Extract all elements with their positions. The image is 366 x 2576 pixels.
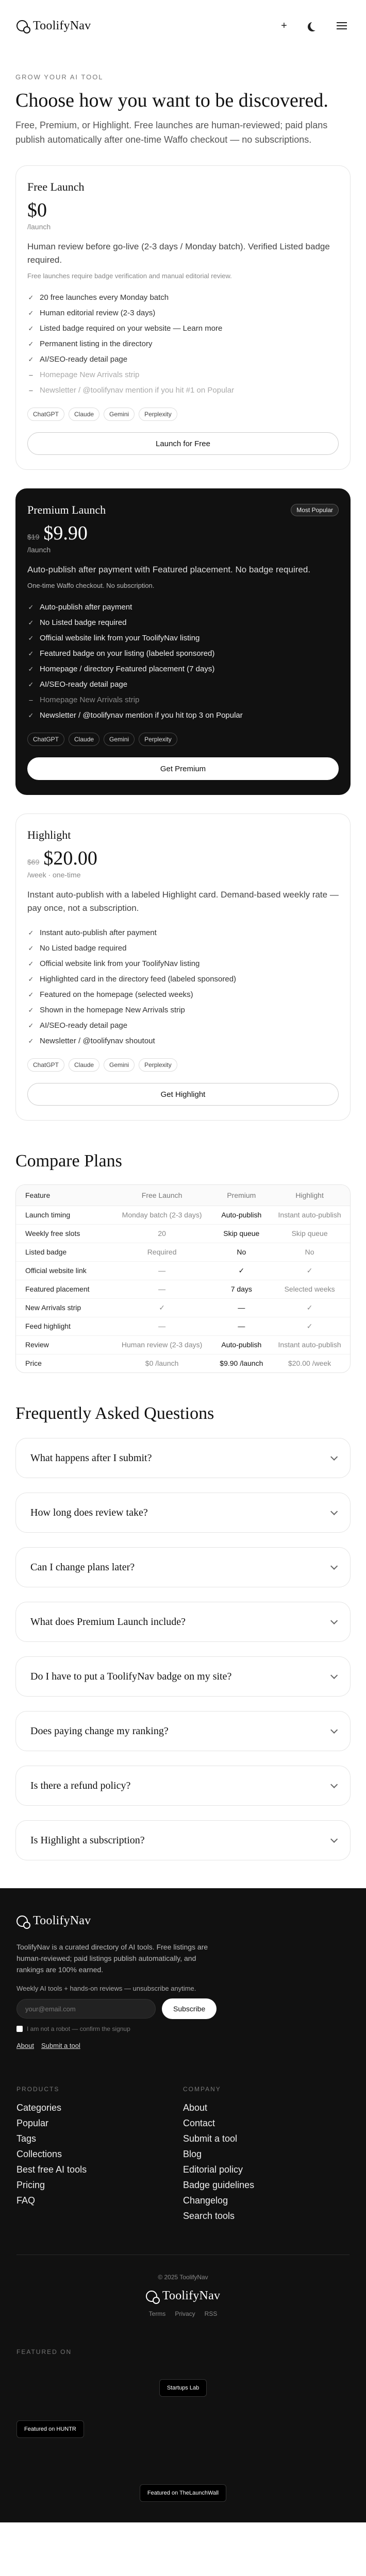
table-cell: Auto-publish: [213, 1206, 269, 1224]
faq-item[interactable]: [15, 1766, 351, 1806]
chevron-down-icon: [330, 1836, 338, 1843]
plan-feature: ✓ Shown in the homepage New Arrivals strip: [27, 1003, 339, 1018]
table-cell: 20: [110, 1224, 214, 1243]
chevron-down-icon: [330, 1508, 338, 1515]
plan-feature: ✓ Official website link from your ToolifyNav listing: [27, 631, 339, 646]
launch-free-button[interactable]: Launch for Free: [27, 432, 339, 455]
ai-chip-row: [27, 408, 339, 421]
footer-link[interactable]: Contact: [183, 2118, 215, 2128]
ai-chip: Perplexity: [139, 408, 177, 421]
plan-feature: ✓ Homepage / directory Featured placement (7 days): [27, 662, 339, 677]
plan-name: Premium Launch: [27, 503, 106, 516]
ai-chip: ChatGPT: [27, 408, 64, 421]
table-cell: —: [213, 1317, 269, 1335]
footer-link[interactable]: Changelog: [183, 2195, 228, 2206]
table-row: [16, 1298, 350, 1317]
plan-feature-excluded: – Homepage New Arrivals strip: [27, 692, 339, 708]
check-icon: ✓: [28, 309, 34, 317]
compare-title: Compare Plans: [15, 1151, 122, 1171]
plan-feature-excluded: – Newsletter / @toolifynav mention if you hit #1 on Popular: [27, 383, 339, 398]
table-row: [16, 1280, 350, 1298]
table-cell: Instant auto-publish: [269, 1335, 350, 1354]
featured-badge[interactable]: Featured on HUNTR: [16, 2420, 84, 2438]
theme-toggle-button[interactable]: [305, 18, 321, 33]
plan-card-free: [15, 165, 351, 470]
ai-chip-row: [27, 1058, 339, 1072]
table-cell: 7 days: [213, 1280, 269, 1298]
check-icon: ✓: [28, 1022, 34, 1029]
column-header: Feature: [16, 1185, 110, 1206]
ai-chip: Gemini: [104, 733, 135, 746]
table-row: [16, 1243, 350, 1261]
footer-columns: [16, 2086, 350, 2224]
featured-badge[interactable]: Featured on TheLaunchWall: [140, 2484, 226, 2502]
faq-item[interactable]: [15, 1656, 351, 1697]
brand-logo-icon: [16, 1916, 28, 1927]
footer-column-title: PRODUCTS: [16, 2086, 60, 2093]
plan-price: $0: [27, 199, 47, 221]
table-cell: $20.00 /week: [288, 1359, 331, 1368]
check-icon: ✓: [28, 711, 34, 719]
dash-icon: –: [29, 371, 33, 379]
table-cell: —: [110, 1280, 214, 1298]
footer-link-submit[interactable]: Submit a tool: [41, 2042, 80, 2049]
check-icon: ✓: [28, 294, 34, 301]
moon-icon: [310, 21, 320, 30]
footer-brand[interactable]: [16, 1914, 350, 1928]
check-icon: ✓: [28, 991, 34, 998]
table-cell: ✓: [269, 1261, 350, 1280]
plan-feature: ✓ Auto-publish after payment: [27, 600, 339, 615]
check-icon: ✓: [28, 975, 34, 983]
table-cell: —: [213, 1298, 269, 1317]
faq-item[interactable]: [15, 1547, 351, 1587]
faq-question: How long does review take?: [30, 1506, 148, 1518]
footer-about: ToolifyNav is a curated directory of AI tools. Free listings are human-reviewed; paid listings publish automatically, and rankings are 100% earned.: [16, 1943, 208, 1974]
plan-feature: ✓ AI/SEO-ready detail page: [27, 352, 339, 367]
plan-price: $9.90: [43, 522, 88, 544]
brand-name: ToolifyNav: [33, 1914, 91, 1927]
chevron-down-icon: [330, 1617, 338, 1624]
plan-description: Auto-publish after payment with Featured placement. No badge required.: [27, 565, 311, 574]
table-cell: Feed highlight: [16, 1317, 110, 1335]
table-cell: Official website link: [16, 1261, 110, 1280]
footer-brand-center[interactable]: [16, 2289, 350, 2303]
check-icon: ✓: [28, 1006, 34, 1014]
table-cell: ✓: [213, 1261, 269, 1280]
plan-feature: ✓ Permanent listing in the directory: [27, 336, 339, 352]
faq-item[interactable]: [15, 1602, 351, 1642]
chevron-down-icon: [330, 1726, 338, 1734]
footer-quick-links: [16, 2042, 350, 2049]
plan-note: Free launches require badge verification and manual editorial review.: [27, 272, 232, 280]
plan-feature: ✓ Featured on the homepage (selected weeks): [27, 987, 339, 1003]
faq-item[interactable]: [15, 1493, 351, 1533]
plan-feature-list: [27, 600, 339, 723]
table-cell: Launch timing: [16, 1206, 110, 1224]
plan-feature: ✓ Official website link from your ToolifyNav listing: [27, 956, 339, 972]
copyright: © 2025 ToolifyNav: [158, 2274, 208, 2281]
ai-chip: Claude: [69, 1058, 99, 1072]
plan-card-highlight: [15, 814, 351, 1121]
table-cell: No: [213, 1243, 269, 1261]
ai-chip: Gemini: [104, 1058, 135, 1072]
plan-feature: ✓ AI/SEO-ready detail page: [27, 1018, 339, 1033]
plan-feature: ✓ Human editorial review (2-3 days): [27, 306, 339, 321]
compare-table: [15, 1184, 351, 1373]
top-header: [0, 0, 366, 52]
faq-question: Does paying change my ranking?: [30, 1725, 169, 1737]
table-cell: ✓: [110, 1298, 214, 1317]
header-actions: [276, 18, 350, 33]
plan-feature: ✓ Newsletter / @toolifynav mention if you hit top 3 on Popular: [27, 708, 339, 723]
check-icon: ✓: [28, 960, 34, 968]
hero-title: Choose how you want to be discovered.: [15, 90, 328, 111]
check-icon: ✓: [28, 634, 34, 642]
column-header: Free Launch: [110, 1185, 214, 1206]
check-icon: ✓: [28, 929, 34, 937]
consent-label: I am not a robot — confirm the signup: [27, 2025, 130, 2032]
table-cell: Instant auto-publish: [269, 1206, 350, 1224]
chevron-down-icon: [330, 1781, 338, 1788]
chevron-down-icon: [330, 1453, 338, 1461]
ai-chip: Gemini: [104, 408, 135, 421]
ai-chip: Perplexity: [139, 1058, 177, 1072]
footer-bottom: [16, 2274, 350, 2317]
brand-logo-icon: [16, 20, 28, 31]
brand-name: ToolifyNav: [33, 19, 91, 32]
plan-feature: ✓ AI/SEO-ready detail page: [27, 677, 339, 692]
chevron-down-icon: [330, 1672, 338, 1679]
faq-question: Is there a refund policy?: [30, 1780, 131, 1791]
plan-price-unit: /launch: [27, 223, 51, 231]
footer-link[interactable]: Categories: [16, 2103, 62, 2113]
plan-feature: ✓ Highlighted card in the directory feed (labeled sponsored): [27, 972, 339, 987]
footer-link[interactable]: Collections: [16, 2149, 62, 2159]
plan-feature-excluded: – Homepage New Arrivals strip: [27, 367, 339, 383]
table-cell: Listed badge: [16, 1243, 110, 1261]
plan-name: Highlight: [27, 828, 71, 841]
table-cell: $9.90 /launch: [220, 1359, 263, 1368]
footer-link-about[interactable]: About: [16, 2042, 34, 2049]
check-icon: ✓: [28, 340, 34, 348]
featured-badge[interactable]: Startups Lab: [159, 2379, 207, 2397]
table-cell: Monday batch (2-3 days): [110, 1206, 214, 1224]
footer-link[interactable]: Editorial policy: [183, 2164, 243, 2175]
faq-question: What does Premium Launch include?: [30, 1616, 186, 1628]
footer-link[interactable]: Submit a tool: [183, 2133, 238, 2144]
table-cell: Review: [16, 1335, 110, 1354]
footer-link[interactable]: Pricing: [16, 2180, 45, 2190]
brand-name: ToolifyNav: [162, 2289, 221, 2302]
table-cell: ✓: [269, 1317, 350, 1335]
plan-feature: ✓ Featured badge on your listing (labeled sponsored): [27, 646, 339, 662]
plan-old-price: $69: [27, 858, 40, 866]
footer-link[interactable]: Best free AI tools: [16, 2164, 87, 2175]
table-cell: New Arrivals strip: [16, 1298, 110, 1317]
footer-link[interactable]: FAQ: [16, 2195, 36, 2206]
table-cell: Price: [25, 1359, 42, 1368]
check-icon: ✓: [28, 1037, 34, 1045]
table-cell: Required: [110, 1243, 214, 1261]
footer-company-column: [183, 2086, 350, 2224]
add-icon[interactable]: +: [281, 20, 287, 31]
check-icon: ✓: [28, 681, 34, 688]
featured-on-title: FEATURED ON: [16, 2348, 72, 2355]
ai-chip-row: [27, 733, 339, 746]
table-cell: No: [269, 1243, 350, 1261]
plan-feature: ✓ Listed badge required on your website — Learn more: [27, 321, 339, 336]
column-header: Highlight: [269, 1185, 350, 1206]
chevron-down-icon: [330, 1563, 338, 1570]
footer-products-column: [16, 2086, 183, 2224]
rss-link[interactable]: RSS: [204, 2310, 218, 2317]
site-footer: [0, 1888, 366, 2522]
faq-question: Do I have to put a ToolifyNav badge on my site?: [30, 1670, 232, 1682]
table-cell: $0 /launch: [145, 1359, 179, 1368]
menu-icon: [337, 22, 347, 29]
footer-link[interactable]: Badge guidelines: [183, 2180, 255, 2190]
dash-icon: –: [29, 696, 33, 704]
plan-card-premium: [15, 488, 351, 795]
get-premium-button[interactable]: Get Premium: [27, 757, 339, 780]
terms-link[interactable]: Terms: [148, 2310, 166, 2317]
brand-logo-icon: [146, 2291, 157, 2302]
plan-price-unit: /week · one-time: [27, 871, 81, 879]
plan-feature: ✓ Newsletter / @toolifynav shoutout: [27, 1033, 339, 1049]
column-header: Premium: [213, 1185, 269, 1206]
ai-chip: Claude: [69, 733, 99, 746]
footer-column-title: COMPANY: [183, 2086, 221, 2093]
plan-note: One-time Waffo checkout. No subscription.: [27, 582, 155, 589]
check-icon: ✓: [28, 619, 34, 626]
table-cell: Human review (2-3 days): [110, 1335, 214, 1354]
plan-feature-list: [27, 925, 339, 1049]
hero-eyebrow: GROW YOUR AI TOOL: [15, 73, 104, 81]
faq-title: Frequently Asked Questions: [15, 1404, 214, 1423]
plan-description: Instant auto-publish with a labeled Highlight card. Demand-based weekly rate — pay once, not a subscription.: [27, 890, 339, 913]
faq-item[interactable]: [15, 1711, 351, 1751]
ai-chip: ChatGPT: [27, 1058, 64, 1072]
privacy-link[interactable]: Privacy: [175, 2310, 195, 2317]
table-cell: Auto-publish: [213, 1335, 269, 1354]
ai-chip: Claude: [69, 408, 99, 421]
plan-description: Human review before go-live (2-3 days / Monday batch). Verified Listed badge required.: [27, 242, 330, 265]
table-cell: Weekly free slots: [16, 1224, 110, 1243]
footer-link[interactable]: Tags: [16, 2133, 37, 2144]
email-field[interactable]: [16, 1999, 156, 2019]
plan-feature: ✓ No Listed badge required: [27, 615, 339, 631]
ai-chip: ChatGPT: [27, 733, 64, 746]
footer-link[interactable]: Search tools: [183, 2211, 235, 2221]
table-cell: Skip queue: [269, 1224, 350, 1243]
brand-logo[interactable]: [16, 19, 91, 33]
plan-feature: ✓ No Listed badge required: [27, 941, 339, 956]
consent-checkbox-row[interactable]: [16, 2025, 350, 2032]
check-icon: ✓: [28, 665, 34, 673]
plan-feature: ✓ Instant auto-publish after payment: [27, 925, 339, 941]
table-cell: Selected weeks: [269, 1280, 350, 1298]
table-row: [16, 1335, 350, 1354]
check-icon: ✓: [28, 325, 34, 332]
table-row: [16, 1224, 350, 1243]
plan-feature-list: [27, 290, 339, 398]
check-icon: ✓: [28, 603, 34, 611]
table-cell: Skip queue: [213, 1224, 269, 1243]
faq-item[interactable]: [15, 1438, 351, 1478]
menu-button[interactable]: [334, 18, 350, 33]
newsletter-label: Weekly AI tools + hands-on reviews — unsubscribe anytime.: [16, 1985, 196, 1992]
ai-chip: Perplexity: [139, 733, 177, 746]
faq-question: Is Highlight a subscription?: [30, 1834, 145, 1846]
table-cell: ✓: [269, 1298, 350, 1317]
table-cell: Featured placement: [16, 1280, 110, 1298]
dash-icon: –: [29, 386, 33, 394]
footer-link[interactable]: Blog: [183, 2149, 202, 2159]
faq-question: What happens after I submit?: [30, 1452, 152, 1464]
footer-link[interactable]: Popular: [16, 2118, 49, 2128]
legal-links: [16, 2310, 350, 2317]
plan-name: Free Launch: [27, 180, 85, 193]
table-row: [16, 1354, 350, 1372]
subscribe-button[interactable]: Subscribe: [162, 1998, 217, 2019]
check-icon: ✓: [28, 944, 34, 952]
newsletter-form: [16, 1998, 350, 2019]
footer-link[interactable]: About: [183, 2103, 208, 2113]
check-icon: ✓: [28, 355, 34, 363]
hero-subtitle: Free, Premium, or Highlight. Free launches are human-reviewed; paid plans publish automatically after one-time Waffo checkout — no subscriptions.: [15, 120, 328, 145]
check-icon: ✓: [28, 650, 34, 657]
table-cell: —: [110, 1261, 214, 1280]
table-row: [16, 1206, 350, 1224]
table-cell: —: [110, 1317, 214, 1335]
plan-feature: ✓ 20 free launches every Monday batch: [27, 290, 339, 306]
faq-question: Can I change plans later?: [30, 1561, 135, 1573]
most-popular-badge: Most Popular: [291, 504, 339, 516]
compare-header-row: [16, 1185, 350, 1206]
plan-price-unit: /launch: [27, 546, 51, 554]
get-highlight-button[interactable]: Get Highlight: [27, 1083, 339, 1106]
table-row: [16, 1261, 350, 1280]
plan-price: $20.00: [43, 848, 97, 869]
faq-item[interactable]: [15, 1820, 351, 1860]
checkbox[interactable]: [16, 2026, 23, 2032]
plan-old-price: $19: [27, 533, 40, 541]
table-row: [16, 1317, 350, 1335]
featured-on-section: [16, 2348, 350, 2502]
